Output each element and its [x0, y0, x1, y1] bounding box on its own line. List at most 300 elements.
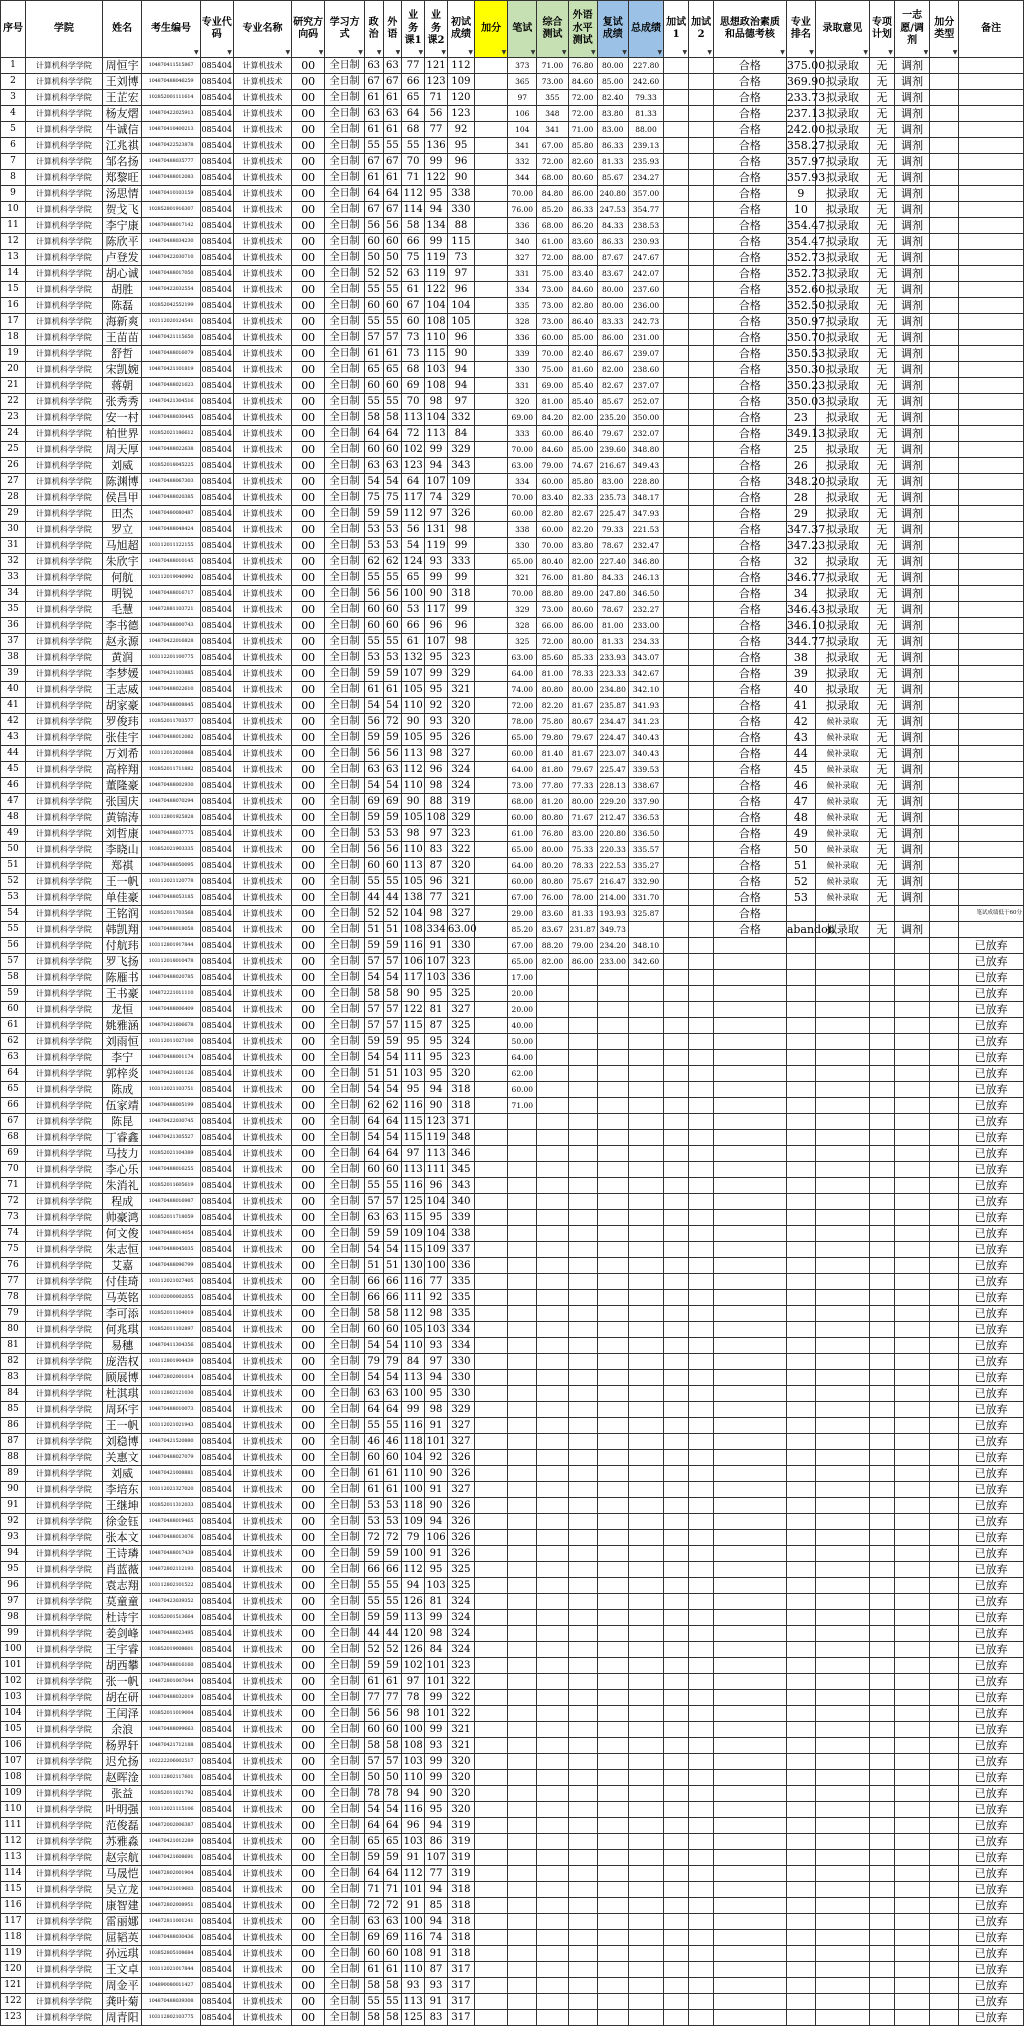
column-header[interactable] [568, 1, 597, 58]
filter-arrow-icon[interactable]: ▼ [591, 48, 596, 56]
volunteer-source: 调剂 [894, 778, 929, 794]
study-mode-cell: 全日制 [325, 1306, 365, 1322]
major-code-cell: 085404 [200, 1498, 233, 1514]
table-row [1, 1306, 1024, 1322]
column-header[interactable] [25, 1, 102, 58]
study-mode-cell: 全日制 [325, 1226, 365, 1242]
total-score: 252.07 [628, 394, 663, 410]
retest-score: 83.67 [597, 266, 628, 282]
major-name-cell: 计算机技术 [233, 1962, 291, 1978]
filter-arrow-icon[interactable]: ▼ [780, 48, 785, 56]
college-cell: 计算机科学学院 [25, 1306, 102, 1322]
study-mode-cell: 全日制 [325, 1258, 365, 1274]
language-score: 79 [383, 1354, 402, 1370]
column-header[interactable] [930, 1, 959, 58]
prelim-total: 334 [447, 1322, 474, 1338]
retest-score: 85.67 [597, 170, 628, 186]
written-score [508, 1898, 537, 1914]
major-rank: 10 [786, 202, 815, 218]
extra-test-2 [689, 1962, 714, 1978]
bonus-cell [474, 1354, 507, 1370]
prelim-total: 321 [447, 682, 474, 698]
column-header-label: 业务课1 [404, 10, 422, 47]
language-score: 54 [383, 1130, 402, 1146]
language-test-score [568, 1882, 597, 1898]
total-score: 350.00 [628, 410, 663, 426]
major-name-cell: 计算机技术 [233, 1194, 291, 1210]
column-header[interactable] [714, 1, 787, 58]
bonus-type [930, 298, 959, 314]
admission-decision [815, 1754, 869, 1770]
direction-cell: 00 [292, 1210, 325, 1226]
column-header[interactable] [869, 1, 894, 58]
row-index: 6 [1, 138, 26, 154]
column-header[interactable] [815, 1, 869, 58]
volunteer-source [894, 986, 929, 1002]
filter-arrow-icon[interactable]: ▼ [193, 48, 199, 56]
row-index: 10 [1, 202, 26, 218]
exam-id-cell: 104870411515867 [142, 58, 200, 74]
language-test-score [568, 1098, 597, 1114]
extra-test-2 [689, 122, 714, 138]
course1-score: 98 [402, 826, 425, 842]
language-score: 66 [383, 1562, 402, 1578]
retest-score: 78.67 [597, 602, 628, 618]
bonus-cell [474, 906, 507, 922]
major-name-cell: 计算机技术 [233, 474, 291, 490]
volunteer-source [894, 1098, 929, 1114]
major-name-cell: 计算机技术 [233, 1930, 291, 1946]
admission-decision [815, 986, 869, 1002]
column-header[interactable] [628, 1, 663, 58]
volunteer-source [894, 1162, 929, 1178]
filter-arrow-icon[interactable]: ▼ [622, 48, 627, 56]
extra-test-2 [689, 90, 714, 106]
extra-test-1 [664, 1914, 689, 1930]
filter-arrow-icon[interactable]: ▼ [318, 48, 324, 56]
written-score [508, 1258, 537, 1274]
language-score: 55 [383, 282, 402, 298]
remark [959, 378, 1024, 394]
study-mode-cell: 全日制 [325, 1898, 365, 1914]
extra-test-2 [689, 1530, 714, 1546]
total-score [628, 1354, 663, 1370]
column-header[interactable] [402, 1, 425, 58]
direction-cell: 00 [292, 1642, 325, 1658]
remark: 已放弃 [959, 1770, 1024, 1786]
row-index: 33 [1, 570, 26, 586]
volunteer-source [894, 1242, 929, 1258]
total-score [628, 1290, 663, 1306]
study-mode-cell: 全日制 [325, 1530, 365, 1546]
special-plan: 无 [869, 202, 894, 218]
moral-check [714, 1898, 787, 1914]
column-header[interactable] [1, 1, 26, 58]
filter-arrow-icon[interactable]: ▼ [376, 48, 382, 56]
admission-decision [815, 1658, 869, 1674]
major-code-cell: 085404 [200, 602, 233, 618]
column-header[interactable] [537, 1, 568, 58]
bonus-cell [474, 1770, 507, 1786]
politics-score: 54 [364, 1050, 383, 1066]
special-plan [869, 1258, 894, 1274]
volunteer-source [894, 970, 929, 986]
special-plan [869, 1722, 894, 1738]
written-score: 20.00 [508, 1002, 537, 1018]
course1-score: 90 [402, 714, 425, 730]
extra-test-1 [664, 1210, 689, 1226]
exam-id-cell: 103852011718059 [142, 1210, 200, 1226]
moral-check [714, 1146, 787, 1162]
table-row [1, 186, 1024, 202]
moral-check: 合格 [714, 394, 787, 410]
prelim-total: 318 [447, 1882, 474, 1898]
exam-id-cell: 102852801916307 [142, 202, 200, 218]
integrated-score [537, 1114, 568, 1130]
college-cell: 计算机科学学院 [25, 506, 102, 522]
direction-cell: 00 [292, 1562, 325, 1578]
column-header[interactable] [364, 1, 383, 58]
college-cell: 计算机科学学院 [25, 1994, 102, 2010]
column-header[interactable] [894, 1, 929, 58]
extra-test-1 [664, 1962, 689, 1978]
row-index: 120 [1, 1962, 26, 1978]
filter-arrow-icon[interactable]: ▼ [418, 48, 424, 56]
major-code-cell: 085404 [200, 1210, 233, 1226]
column-header[interactable] [786, 1, 815, 58]
language-score: 51 [383, 1066, 402, 1082]
course1-score: 61 [402, 282, 425, 298]
name-cell: 王刘博 [102, 74, 142, 90]
written-score [508, 1738, 537, 1754]
extra-test-2 [689, 858, 714, 874]
admission-decision: 拟录取 [815, 410, 869, 426]
volunteer-source [894, 1722, 929, 1738]
course2-score: 96 [425, 618, 448, 634]
column-header[interactable] [383, 1, 402, 58]
total-score [628, 1450, 663, 1466]
course1-score: 113 [402, 1994, 425, 2010]
row-index: 66 [1, 1098, 26, 1114]
remark: 已放弃 [959, 1898, 1024, 1914]
prelim-total: 326 [447, 1466, 474, 1482]
written-score [508, 1850, 537, 1866]
major-code-cell: 085404 [200, 1178, 233, 1194]
table-row [1, 682, 1024, 698]
name-cell: 侯昌甲 [102, 490, 142, 506]
study-mode-cell: 全日制 [325, 2010, 365, 2026]
course1-score: 110 [402, 698, 425, 714]
politics-score: 77 [364, 1690, 383, 1706]
integrated-score [537, 1578, 568, 1594]
name-cell: 柏世界 [102, 426, 142, 442]
major-name-cell: 计算机技术 [233, 794, 291, 810]
special-plan [869, 1642, 894, 1658]
direction-cell: 00 [292, 1146, 325, 1162]
course2-score: 95 [425, 1210, 448, 1226]
extra-test-1 [664, 266, 689, 282]
bonus-cell [474, 554, 507, 570]
volunteer-source: 调剂 [894, 730, 929, 746]
extra-test-1 [664, 970, 689, 986]
row-index: 63 [1, 1050, 26, 1066]
name-cell: 安一村 [102, 410, 142, 426]
column-header[interactable] [325, 1, 365, 58]
exam-id-cell: 104870488053185 [142, 890, 200, 906]
major-code-cell: 085404 [200, 234, 233, 250]
total-score [628, 1498, 663, 1514]
retest-score [597, 1546, 628, 1562]
study-mode-cell: 全日制 [325, 426, 365, 442]
language-score: 55 [383, 874, 402, 890]
row-index: 64 [1, 1066, 26, 1082]
written-score: 340 [508, 234, 537, 250]
language-test-score: 80.67 [568, 714, 597, 730]
major-rank [786, 1386, 815, 1402]
name-cell: 孙远琪 [102, 1946, 142, 1962]
language-score: 61 [383, 90, 402, 106]
moral-check [714, 1690, 787, 1706]
course2-score: 115 [425, 346, 448, 362]
extra-test-2 [689, 1162, 714, 1178]
special-plan: 无 [869, 58, 894, 74]
filter-arrow-icon[interactable]: ▼ [501, 48, 507, 56]
major-code-cell: 085404 [200, 826, 233, 842]
row-index: 43 [1, 730, 26, 746]
major-rank [786, 938, 815, 954]
course2-score: 98 [425, 906, 448, 922]
admission-decision [815, 1674, 869, 1690]
column-header[interactable] [425, 1, 448, 58]
column-header[interactable] [292, 1, 325, 58]
prelim-total: 317 [447, 1962, 474, 1978]
direction-cell: 00 [292, 778, 325, 794]
remark: 已放弃 [959, 970, 1024, 986]
extra-test-2 [689, 538, 714, 554]
admission-decision: 候补录取 [815, 890, 869, 906]
language-score: 53 [383, 650, 402, 666]
language-test-score [568, 1482, 597, 1498]
filter-arrow-icon[interactable]: ▼ [227, 48, 232, 56]
prelim-total: 329 [447, 442, 474, 458]
filter-arrow-icon[interactable]: ▼ [395, 48, 401, 56]
total-score: 88.00 [628, 122, 663, 138]
remark: 已放弃 [959, 1466, 1024, 1482]
bonus-cell [474, 938, 507, 954]
course1-score: 113 [402, 1610, 425, 1626]
column-header[interactable] [474, 1, 507, 58]
major-code-cell: 085404 [200, 810, 233, 826]
written-score: 85.20 [508, 922, 537, 938]
name-cell: 刘雨恒 [102, 1034, 142, 1050]
volunteer-source [894, 1978, 929, 1994]
volunteer-source: 调剂 [894, 426, 929, 442]
column-header[interactable] [142, 1, 200, 58]
written-score: 60.00 [508, 1082, 537, 1098]
language-score: 69 [383, 1930, 402, 1946]
filter-arrow-icon[interactable]: ▼ [530, 48, 536, 56]
table-row [1, 202, 1024, 218]
filter-arrow-icon[interactable]: ▼ [657, 48, 663, 56]
bonus-cell [474, 666, 507, 682]
major-name-cell: 计算机技术 [233, 1754, 291, 1770]
row-index: 22 [1, 394, 26, 410]
row-index: 5 [1, 122, 26, 138]
filter-arrow-icon[interactable]: ▼ [358, 48, 363, 56]
column-header-label: 综合测试 [542, 16, 563, 40]
language-score: 58 [383, 1738, 402, 1754]
column-header[interactable] [200, 1, 233, 58]
admission-decision [815, 1242, 869, 1258]
table-row [1, 1322, 1024, 1338]
prelim-total: 329 [447, 490, 474, 506]
direction-cell: 00 [292, 1594, 325, 1610]
college-cell: 计算机科学学院 [25, 650, 102, 666]
special-plan: 无 [869, 810, 894, 826]
study-mode-cell: 全日制 [325, 122, 365, 138]
prelim-total: 319 [447, 1866, 474, 1882]
column-header[interactable] [959, 1, 1024, 58]
table-row [1, 986, 1024, 1002]
direction-cell: 00 [292, 1226, 325, 1242]
bonus-type [930, 314, 959, 330]
bonus-type [930, 1994, 959, 2010]
retest-score [597, 1018, 628, 1034]
retest-score [597, 1450, 628, 1466]
filter-arrow-icon[interactable]: ▼ [923, 48, 929, 56]
bonus-cell [474, 746, 507, 762]
name-cell: 迟允扬 [102, 1754, 142, 1770]
admission-decision [815, 1210, 869, 1226]
exam-id-cell: 104870488046259 [142, 74, 200, 90]
course2-score: 92 [425, 1290, 448, 1306]
extra-test-1 [664, 1370, 689, 1386]
major-rank [786, 1946, 815, 1962]
volunteer-source: 调剂 [894, 762, 929, 778]
bonus-type [930, 394, 959, 410]
exam-id-cell: 104870488000743 [142, 618, 200, 634]
filter-arrow-icon[interactable]: ▼ [863, 48, 868, 56]
column-header[interactable] [508, 1, 537, 58]
course2-score: 99 [425, 1722, 448, 1738]
filter-arrow-icon[interactable]: ▼ [561, 48, 567, 56]
language-score: 60 [383, 858, 402, 874]
moral-check: 合格 [714, 378, 787, 394]
bonus-type [930, 330, 959, 346]
bonus-cell [474, 490, 507, 506]
extra-test-2 [689, 1930, 714, 1946]
bonus-type [930, 1226, 959, 1242]
special-plan [869, 1738, 894, 1754]
filter-arrow-icon[interactable]: ▼ [682, 48, 688, 56]
filter-arrow-icon[interactable]: ▼ [468, 48, 473, 56]
filter-arrow-icon[interactable]: ▼ [707, 48, 713, 56]
retest-score: 83.00 [597, 122, 628, 138]
college-cell: 计算机科学学院 [25, 378, 102, 394]
major-code-cell: 085404 [200, 1850, 233, 1866]
major-rank: 358.27 [786, 139, 826, 152]
column-header[interactable] [233, 1, 291, 58]
major-code-cell: 085404 [200, 1082, 233, 1098]
column-header[interactable] [689, 1, 714, 58]
bonus-cell [474, 138, 507, 154]
name-cell: 帅豪鸿 [102, 1210, 142, 1226]
volunteer-source: 调剂 [894, 266, 929, 282]
total-score: 354.77 [628, 202, 663, 218]
moral-check [714, 938, 787, 954]
row-index: 109 [1, 1786, 26, 1802]
column-header[interactable] [102, 1, 142, 58]
moral-check: 合格 [714, 314, 787, 330]
remark [959, 202, 1024, 218]
direction-cell: 00 [292, 810, 325, 826]
direction-cell: 00 [292, 314, 325, 330]
column-header[interactable] [664, 1, 689, 58]
filter-arrow-icon[interactable]: ▼ [952, 48, 958, 56]
college-cell: 计算机科学学院 [25, 554, 102, 570]
course2-score: 98 [425, 746, 448, 762]
direction-cell: 00 [292, 1050, 325, 1066]
admission-decision [815, 1530, 869, 1546]
study-mode-cell: 全日制 [325, 1642, 365, 1658]
retest-score [597, 1466, 628, 1482]
extra-test-1 [664, 394, 689, 410]
extra-test-2 [689, 1866, 714, 1882]
name-cell: 周金平 [102, 1978, 142, 1994]
column-header-label: 外语水平测试 [572, 10, 593, 47]
major-code-cell: 085404 [200, 1146, 233, 1162]
major-code-cell: 085404 [200, 922, 233, 938]
table-row [1, 1226, 1024, 1242]
moral-check [714, 1386, 787, 1402]
bonus-cell [474, 1898, 507, 1914]
admission-decision: 候补录取 [815, 874, 869, 890]
retest-score [597, 1514, 628, 1530]
admission-decision [815, 1946, 869, 1962]
integrated-score [537, 1962, 568, 1978]
major-rank: 52 [786, 874, 815, 890]
row-index: 78 [1, 1290, 26, 1306]
row-index: 68 [1, 1130, 26, 1146]
politics-score: 61 [364, 90, 383, 106]
bonus-cell [474, 314, 507, 330]
retest-score [597, 1226, 628, 1242]
volunteer-source: 调剂 [894, 58, 929, 74]
total-score: 81.33 [628, 106, 663, 122]
language-test-score [568, 1978, 597, 1994]
filter-arrow-icon[interactable]: ▼ [441, 48, 446, 56]
extra-test-1 [664, 1722, 689, 1738]
column-header[interactable] [597, 1, 628, 58]
row-index: 30 [1, 522, 26, 538]
college-cell: 计算机科学学院 [25, 458, 102, 474]
row-index: 88 [1, 1450, 26, 1466]
prelim-total: 329 [447, 1402, 474, 1418]
row-index: 24 [1, 426, 26, 442]
filter-arrow-icon[interactable]: ▼ [285, 48, 291, 56]
column-header[interactable] [447, 1, 474, 58]
politics-score: 60 [364, 1450, 383, 1466]
table-row [1, 1562, 1024, 1578]
filter-arrow-icon[interactable]: ▼ [888, 48, 893, 56]
moral-check [714, 1482, 787, 1498]
language-test-score [568, 1226, 597, 1242]
course1-score: 61 [402, 634, 425, 650]
exam-id-cell: 104870421305527 [142, 1130, 200, 1146]
prelim-total: 90 [447, 346, 474, 362]
extra-test-1 [664, 1322, 689, 1338]
filter-arrow-icon[interactable]: ▼ [809, 48, 814, 56]
